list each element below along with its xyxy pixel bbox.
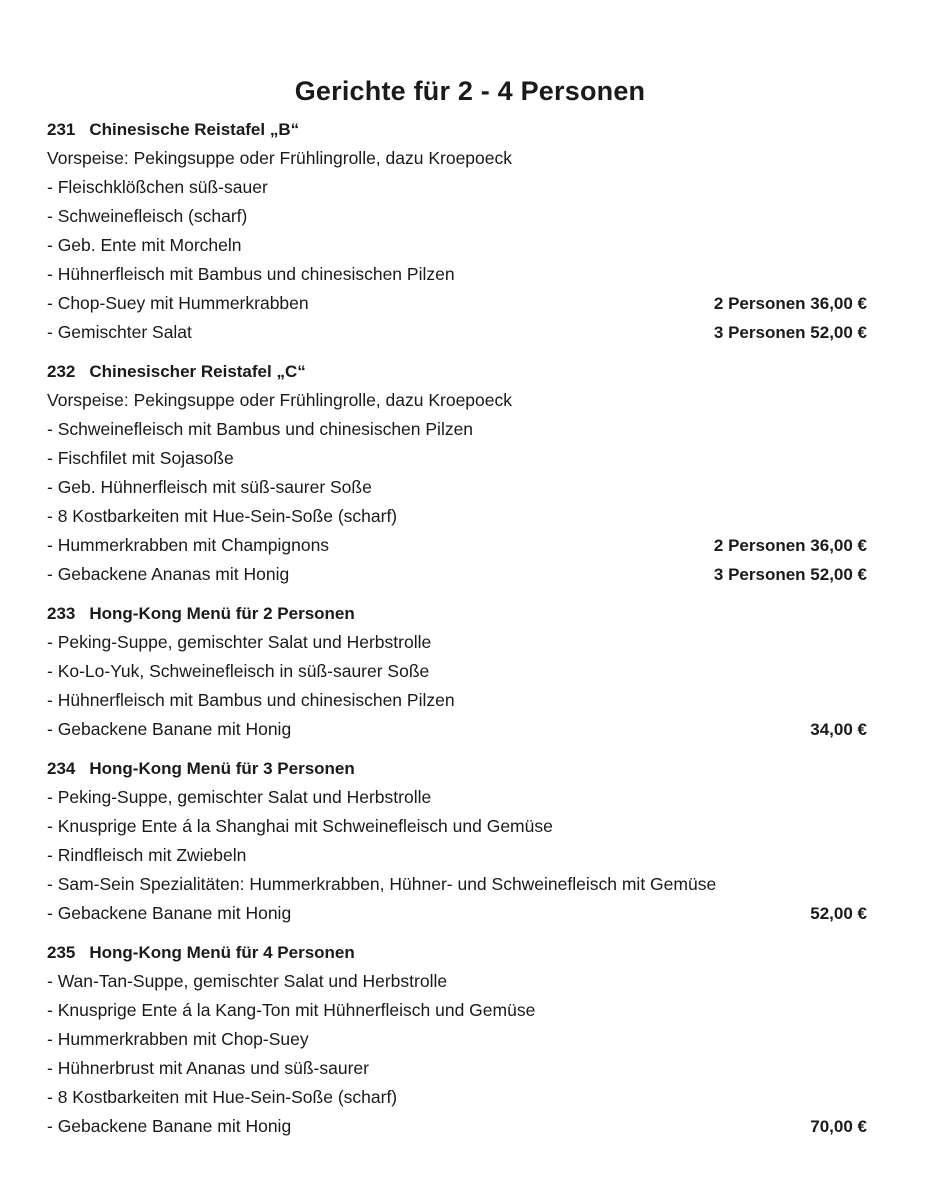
menu-section <box>47 357 867 589</box>
dish-name: Hong-Kong Menü für 4 Personen <box>89 943 355 962</box>
dish-line <box>47 783 867 812</box>
dish-heading <box>47 357 867 386</box>
dish-line-text: - Chop-Suey mit Hummerkrabben <box>47 293 309 313</box>
dish-number: 233 <box>47 604 76 623</box>
dish-number: 231 <box>47 120 76 139</box>
dish-line <box>47 444 867 473</box>
menu-list <box>47 115 867 1151</box>
dish-line <box>47 870 867 899</box>
dish-name: Hong-Kong Menü für 2 Personen <box>89 604 355 623</box>
dish-line <box>47 531 867 560</box>
dish-price: 34,00 € <box>810 720 867 739</box>
dish-line-text: Vorspeise: Pekingsuppe oder Frühlingrolle, dazu Kroepoeck <box>47 390 513 410</box>
dish-line-text: - 8 Kostbarkeiten mit Hue-Sein-Soße (scharf) <box>47 506 398 526</box>
dish-line <box>47 173 867 202</box>
dish-line-text: - Hummerkrabben mit Champignons <box>47 535 330 555</box>
dish-heading <box>47 599 867 628</box>
dish-heading-text <box>47 115 299 144</box>
dish-line-text: - Peking-Suppe, gemischter Salat und Herbstrolle <box>47 632 432 652</box>
dish-line-text: - Knusprige Ente á la Kang-Ton mit Hühnerfleisch und Gemüse <box>47 1000 536 1020</box>
dish-line <box>47 812 867 841</box>
dish-line-text: - Gebackene Ananas mit Honig <box>47 564 290 584</box>
dish-heading-text <box>47 599 355 628</box>
dish-line <box>47 996 867 1025</box>
dish-line-text: - Schweinefleisch (scharf) <box>47 206 248 226</box>
dish-line-text: - Wan-Tan-Suppe, gemischter Salat und Herbstrolle <box>47 971 448 991</box>
dish-line-text: - Gebackene Banane mit Honig <box>47 719 292 739</box>
dish-line-text: - Gebackene Banane mit Honig <box>47 903 292 923</box>
dish-line <box>47 502 867 531</box>
dish-line <box>47 231 867 260</box>
dish-price: 2 Personen 36,00 € <box>713 536 867 555</box>
dish-heading <box>47 754 867 783</box>
menu-section <box>47 754 867 928</box>
dish-heading-text <box>47 938 355 967</box>
dish-number: 232 <box>47 362 76 381</box>
dish-line-text: - Geb. Ente mit Morcheln <box>47 235 242 255</box>
page-title: Gerichte für 2 - 4 Personen <box>294 76 646 107</box>
dish-line <box>47 260 867 289</box>
dish-line <box>47 386 867 415</box>
menu-section <box>47 938 867 1141</box>
dish-line-text: - Hühnerfleisch mit Bambus und chinesischen Pilzen <box>47 690 455 710</box>
dish-line <box>47 1025 867 1054</box>
dish-line-text: Vorspeise: Pekingsuppe oder Frühlingrolle, dazu Kroepoeck <box>47 148 513 168</box>
dish-number: 235 <box>47 943 76 962</box>
menu-section <box>47 115 867 347</box>
dish-price: 3 Personen 52,00 € <box>713 565 867 584</box>
dish-name: Chinesische Reistafel „B“ <box>89 120 300 139</box>
dish-line <box>47 628 867 657</box>
dish-price: 70,00 € <box>810 1117 867 1136</box>
dish-line <box>47 841 867 870</box>
menu-section <box>47 599 867 744</box>
dish-heading <box>47 938 867 967</box>
dish-line <box>47 318 867 347</box>
dish-line <box>47 415 867 444</box>
dish-line <box>47 144 867 173</box>
dish-heading-text <box>47 754 355 783</box>
dish-line-text: - Ko-Lo-Yuk, Schweinefleisch in süß-saurer Soße <box>47 661 430 681</box>
dish-price: 52,00 € <box>810 904 867 923</box>
dish-line <box>47 967 867 996</box>
dish-line-text: - Hühnerfleisch mit Bambus und chinesischen Pilzen <box>47 264 455 284</box>
dish-line <box>47 686 867 715</box>
dish-number: 234 <box>47 759 76 778</box>
dish-heading-text <box>47 357 306 386</box>
dish-price: 3 Personen 52,00 € <box>713 323 867 342</box>
dish-line-text: - 8 Kostbarkeiten mit Hue-Sein-Soße (scharf) <box>47 1087 398 1107</box>
dish-line <box>47 1112 867 1141</box>
dish-line-text: - Fischfilet mit Sojasoße <box>47 448 234 468</box>
dish-line-text: - Hühnerbrust mit Ananas und süß-saurer <box>47 1058 369 1078</box>
dish-line <box>47 289 867 318</box>
dish-line-text: - Rindfleisch mit Zwiebeln <box>47 845 247 865</box>
dish-line-text: - Schweinefleisch mit Bambus und chinesischen Pilzen <box>47 419 474 439</box>
dish-line-text: - Geb. Hühnerfleisch mit süß-saurer Soße <box>47 477 372 497</box>
dish-line <box>47 473 867 502</box>
dish-line <box>47 1083 867 1112</box>
dish-line-text: - Knusprige Ente á la Shanghai mit Schweinefleisch und Gemüse <box>47 816 553 836</box>
dish-heading <box>47 115 867 144</box>
dish-line-text: - Gebackene Banane mit Honig <box>47 1116 292 1136</box>
dish-line-text: - Peking-Suppe, gemischter Salat und Herbstrolle <box>47 787 432 807</box>
dish-line-text: - Sam-Sein Spezialitäten: Hummerkrabben, Hühner- und Schweinefleisch mit Gemüse <box>47 874 717 894</box>
dish-price: 2 Personen 36,00 € <box>713 294 867 313</box>
dish-line <box>47 202 867 231</box>
dish-name: Hong-Kong Menü für 3 Personen <box>89 759 355 778</box>
dish-line <box>47 560 867 589</box>
dish-name: Chinesischer Reistafel „C“ <box>89 362 306 381</box>
dish-line-text: - Gemischter Salat <box>47 322 192 342</box>
dish-line <box>47 899 867 928</box>
dish-line <box>47 1054 867 1083</box>
dish-line-text: - Hummerkrabben mit Chop-Suey <box>47 1029 309 1049</box>
dish-line-text: - Fleischklößchen süß-sauer <box>47 177 268 197</box>
dish-line <box>47 657 867 686</box>
dish-line <box>47 715 867 744</box>
